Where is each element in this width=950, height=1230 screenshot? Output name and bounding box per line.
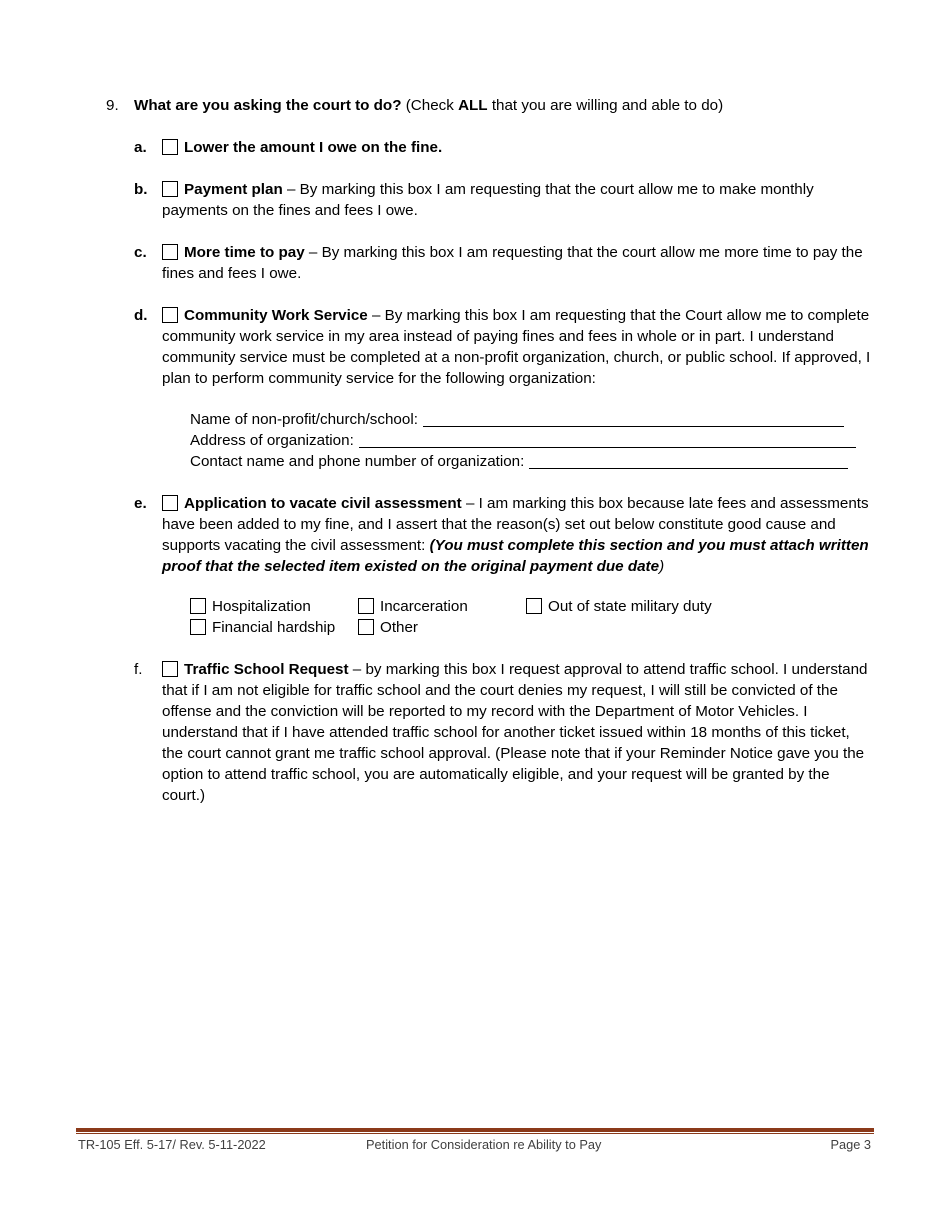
item-a-letter: a. xyxy=(134,139,147,156)
question-instruction-pre: (Check xyxy=(405,97,459,114)
option-hospitalization[interactable] xyxy=(190,596,311,617)
org-address-row xyxy=(190,430,856,451)
hospitalization-label: Hospitalization xyxy=(212,598,311,615)
item-c-title: More time to pay xyxy=(184,244,305,261)
org-contact-row xyxy=(190,451,848,472)
org-name-label: Name of non-profit/church/school: xyxy=(190,411,418,428)
question-instruction-all: ALL xyxy=(458,97,488,114)
item-c xyxy=(162,242,874,284)
footer-form-id: TR-105 Eff. 5-17/ Rev. 5-11-2022 xyxy=(78,1137,266,1152)
item-f-text: – by marking this box I request approval to attend traffic school. I understand that if I am not eligible for traffic school and the court denies my request, I will still be convicted of the offense and the conviction will be reported to my record with the Department of Motor Vehicles. I understand that if I have attended traffic school for another ticket issued within 18 months of this ticket, the court cannot grant me traffic school approval. (Please note that if your Reminder Notice gave you the option to attend traffic school, you are automatically eligible, and your request will be granted by the court.) xyxy=(162,661,868,804)
hospitalization-checkbox[interactable] xyxy=(190,598,206,614)
question-instruction-post: that you are willing and able to do) xyxy=(487,97,724,114)
item-f xyxy=(162,659,874,806)
item-d-title: Community Work Service xyxy=(184,307,368,324)
item-b-letter: b. xyxy=(134,181,148,198)
option-other[interactable] xyxy=(358,617,418,638)
item-f-letter: f. xyxy=(134,661,143,678)
option-military[interactable] xyxy=(526,596,712,617)
item-d xyxy=(162,305,874,389)
item-d-text: – By marking this box I am requesting that the Court allow me to complete community work service in my area instead of paying fines and fees in whole or in part. I understand community service must be completed at a non-profit organization, church, or public school. If approved, I plan to perform community service for the following organization: xyxy=(162,307,871,387)
footer-rule-thin xyxy=(76,1133,874,1134)
item-e xyxy=(162,493,874,577)
incarceration-checkbox[interactable] xyxy=(358,598,374,614)
item-b-title: Payment plan xyxy=(184,181,283,198)
military-duty-checkbox[interactable] xyxy=(526,598,542,614)
item-b-text: – By marking this box I am requesting that the court allow me to make monthly payments on the fines and fees I owe. xyxy=(162,181,814,219)
more-time-checkbox[interactable] xyxy=(162,244,178,260)
traffic-school-checkbox[interactable] xyxy=(162,661,178,677)
item-e-letter: e. xyxy=(134,495,147,512)
item-c-text: – By marking this box I am requesting that the court allow me more time to pay the fines and fees I owe. xyxy=(162,244,863,282)
hardship-checkbox[interactable] xyxy=(190,619,206,635)
item-b xyxy=(162,179,874,221)
question-title: What are you asking the court to do? xyxy=(134,97,402,114)
lower-fine-checkbox[interactable] xyxy=(162,139,178,155)
org-address-input[interactable] xyxy=(359,433,856,448)
item-a xyxy=(162,137,874,158)
item-a-title: Lower the amount I owe on the fine. xyxy=(184,139,443,156)
item-e-emphasis: (You must complete this section and you must attach written proof that the selected item existed on the original payment due date xyxy=(162,537,869,575)
item-e-text: – I am marking this box because late fees and assessments have been added to my fine, and I assert that the reason(s) set out below constitute good cause and supports vacating the civil assessment: xyxy=(162,495,869,554)
item-f-title: Traffic School Request xyxy=(184,661,349,678)
footer-title: Petition for Consideration re Ability to Pay xyxy=(366,1137,602,1152)
org-contact-label: Contact name and phone number of organization: xyxy=(190,453,525,470)
item-e-title: Application to vacate civil assessment xyxy=(184,495,462,512)
org-name-input[interactable] xyxy=(423,412,844,427)
item-d-letter: d. xyxy=(134,307,148,324)
option-hardship[interactable] xyxy=(190,617,335,638)
footer-rule-thick xyxy=(76,1128,874,1132)
item-e-close-paren: ) xyxy=(659,558,665,575)
org-contact-input[interactable] xyxy=(529,454,848,469)
other-checkbox[interactable] xyxy=(358,619,374,635)
org-address-label: Address of organization: xyxy=(190,432,354,449)
other-label: Other xyxy=(380,619,418,636)
military-duty-label: Out of state military duty xyxy=(548,598,712,615)
vacate-assessment-checkbox[interactable] xyxy=(162,495,178,511)
community-service-checkbox[interactable] xyxy=(162,307,178,323)
hardship-label: Financial hardship xyxy=(212,619,336,636)
option-incarceration[interactable] xyxy=(358,596,468,617)
incarceration-label: Incarceration xyxy=(380,598,468,615)
item-c-letter: c. xyxy=(134,244,147,261)
payment-plan-checkbox[interactable] xyxy=(162,181,178,197)
question-number: 9. xyxy=(106,97,119,114)
org-name-row xyxy=(190,409,844,430)
question-heading xyxy=(134,95,723,116)
footer-page-number: Page 3 xyxy=(830,1137,871,1152)
